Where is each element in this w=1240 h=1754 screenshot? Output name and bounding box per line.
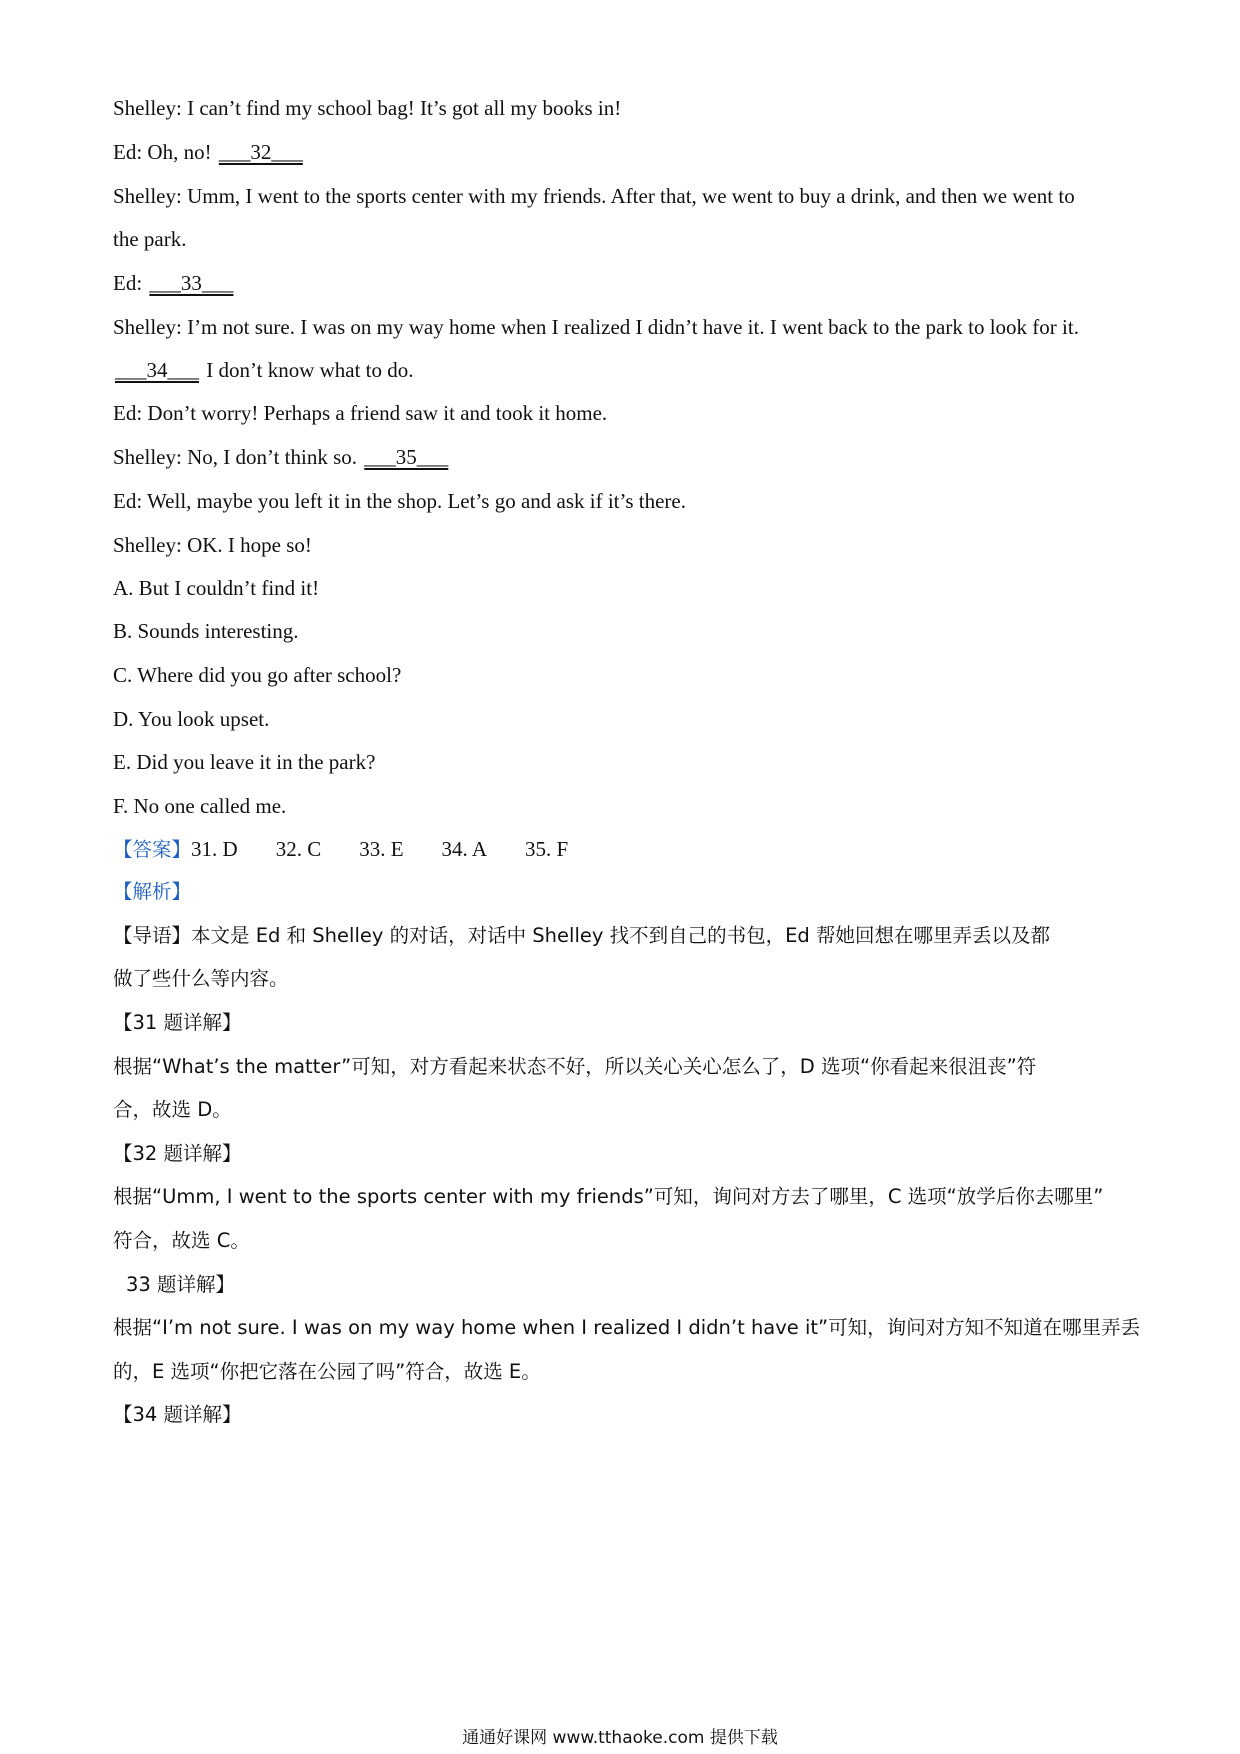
q34-heading: 【34 题详解】	[113, 1403, 242, 1426]
q33-explanation: 根据“I’m not sure. I was on my way home when I realized I didn’t have it”可知，询问对方知不知道在哪里弄丢	[113, 1316, 1141, 1339]
dialogue-line	[113, 355, 1133, 385]
speaker-text: Ed:	[113, 271, 148, 295]
speaker-text: Shelley: No, I don’t think so.	[113, 445, 363, 469]
dialogue-line	[113, 137, 1133, 167]
option-b: B. Sounds interesting.	[113, 619, 299, 643]
q33-explanation: 的，E 选项“你把它落在公园了吗”符合，故选 E。	[113, 1360, 541, 1383]
dialogue-line: Shelley: Umm, I went to the sports center with my friends. After that, we went to buy a drink, and then we went to	[113, 184, 1075, 208]
answer-item: 35. F	[525, 837, 569, 861]
option-e: E. Did you leave it in the park?	[113, 750, 376, 774]
answer-item: 32. C	[275, 837, 322, 861]
answer-item: 34. A	[441, 837, 488, 861]
dialogue-line	[113, 442, 1133, 472]
q31-explanation: 根据“What’s the matter”可知，对方看起来状态不好，所以关心关心怎么了，D 选项“你看起来很沮丧”符	[113, 1055, 1037, 1078]
option-c: C. Where did you go after school?	[113, 663, 402, 687]
dialogue-line: Ed: Don’t worry! Perhaps a friend saw it and took it home.	[113, 401, 608, 425]
speaker-text: Ed: Oh, no!	[113, 140, 217, 164]
analysis-intro: 做了些什么等内容。	[113, 967, 289, 990]
answer-item: 31. D	[191, 837, 238, 861]
option-f: F. No one called me.	[113, 794, 287, 818]
blank-34: ___34___	[115, 358, 199, 382]
dialogue-line: Shelley: OK. I hope so!	[113, 533, 312, 557]
dialogue-line: Shelley: I can’t find my school bag! It’s got all my books in!	[113, 96, 622, 120]
page-footer: 通通好课网 www.tthaoke.com 提供下载	[462, 1728, 778, 1748]
q32-heading: 【32 题详解】	[113, 1142, 242, 1165]
q32-explanation: 符合，故选 C。	[113, 1229, 250, 1252]
dialogue-line: Ed: Well, maybe you left it in the shop. Let’s go and ask if it’s there.	[113, 489, 686, 513]
dialogue-text: I don’t know what to do.	[201, 358, 414, 382]
dialogue-line	[113, 268, 1133, 298]
blank-33: ___33___	[149, 271, 234, 295]
option-a: A. But I couldn’t find it!	[113, 576, 320, 600]
analysis-label: 【解析】	[113, 880, 192, 903]
answer-line	[113, 834, 1133, 865]
q33-heading: 33 题详解】	[126, 1273, 236, 1296]
q31-explanation: 合，故选 D。	[113, 1098, 232, 1121]
answer-item: 33. E	[359, 837, 404, 861]
q31-heading: 【31 题详解】	[113, 1011, 242, 1034]
option-d: D. You look upset.	[113, 707, 270, 731]
q32-explanation: 根据“Umm, I went to the sports center with my friends”可知，询问对方去了哪里，C 选项“放学后你去哪里”	[113, 1185, 1104, 1208]
blank-35: ___35___	[364, 445, 449, 469]
dialogue-line: the park.	[113, 227, 187, 251]
blank-32: ___32___	[218, 140, 303, 164]
analysis-intro: 【导语】本文是 Ed 和 Shelley 的对话，对话中 Shelley 找不到自己的书包，Ed 帮她回想在哪里弄丢以及都	[113, 924, 1051, 947]
answer-label: 【答案】	[113, 838, 192, 861]
dialogue-line: Shelley: I’m not sure. I was on my way home when I realized I didn’t have it. I went back to the park to look for it.	[113, 315, 1079, 339]
